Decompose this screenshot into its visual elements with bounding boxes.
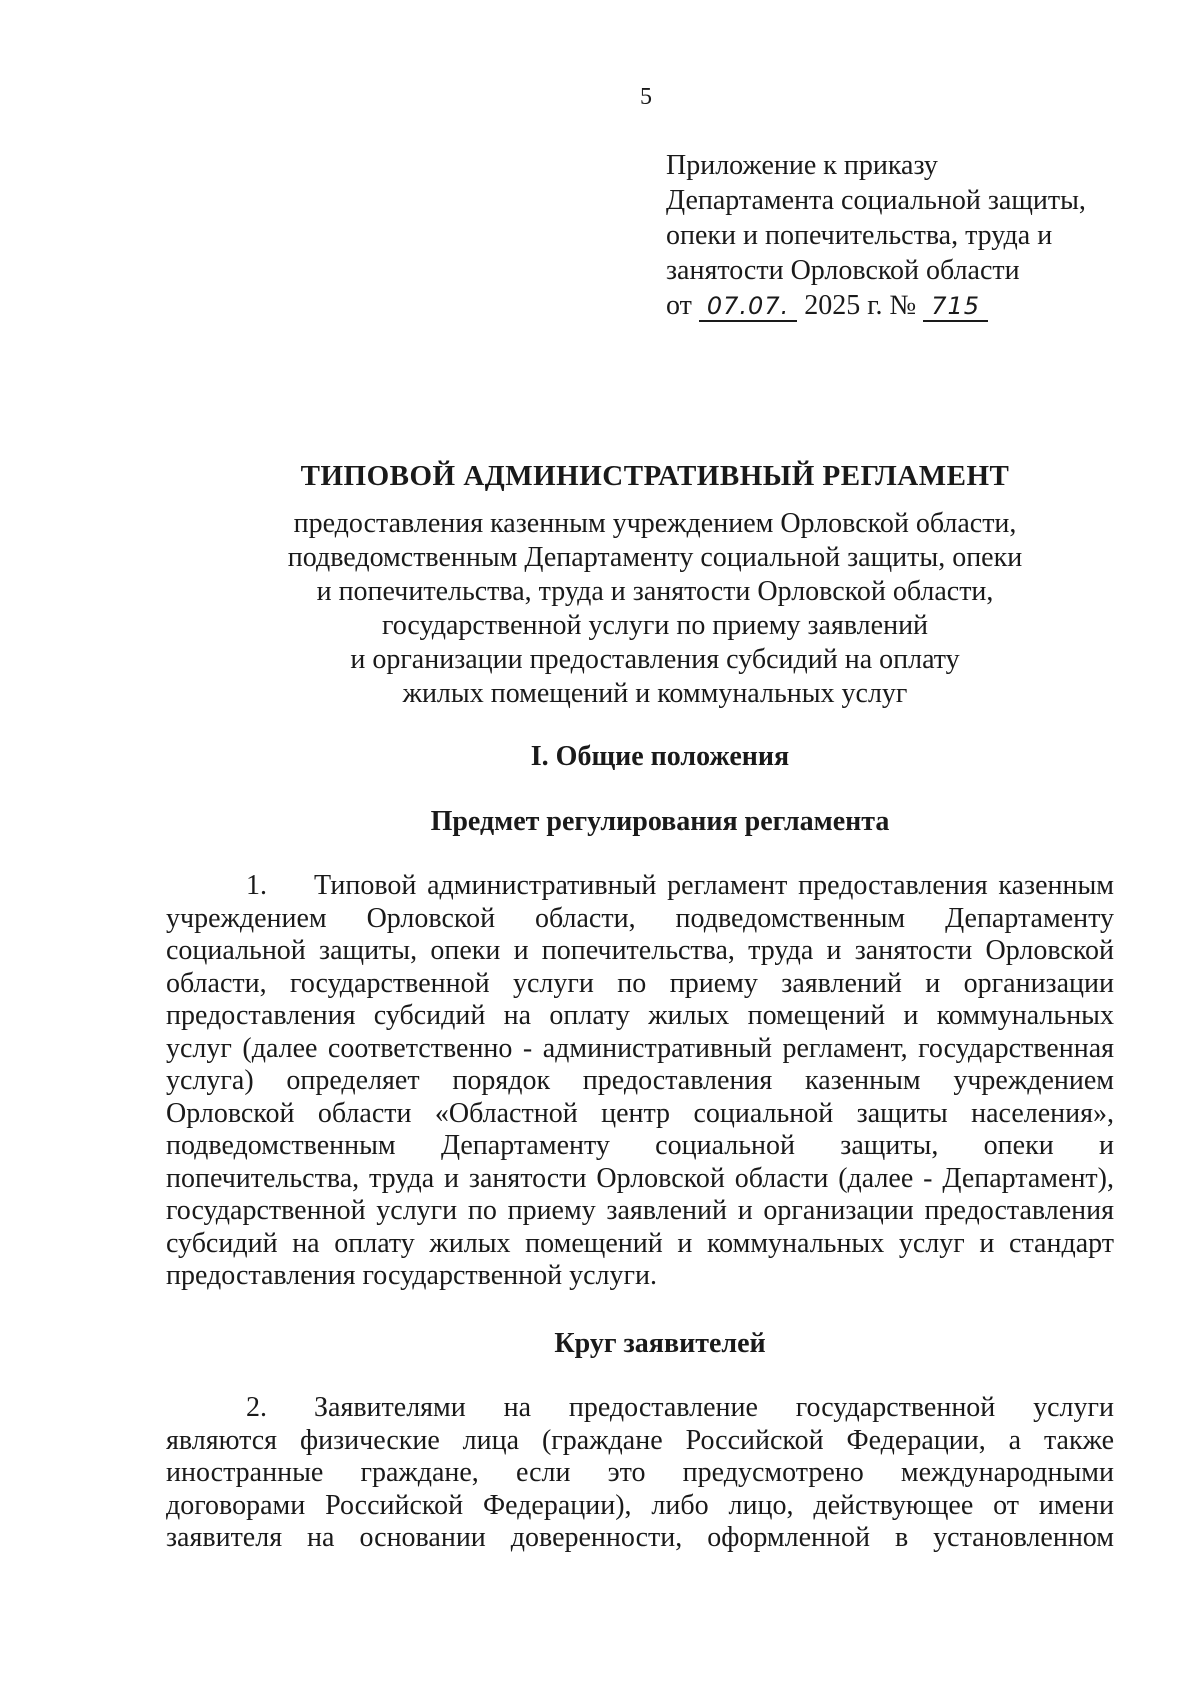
paragraph-line: предоставления субсидий на оплату жилых помещений и коммунальных xyxy=(166,1000,1114,1031)
subtitle-line: жилых помещений и коммунальных услуг xyxy=(402,678,908,709)
subsection-heading: Предмет регулирования регламента xyxy=(430,806,890,837)
order-year: 2025 г. № xyxy=(804,290,917,321)
paragraph-line: услуг (далее соответственно - административный регламент, государственная xyxy=(166,1032,1114,1064)
document-title-block xyxy=(160,460,1150,711)
paragraph-line: иностранные граждане, если это предусмотрено международными xyxy=(166,1457,1114,1488)
subtitle-line: государственной услуги по приему заявлений xyxy=(381,610,929,641)
paragraph-1 xyxy=(166,870,1114,1293)
handwritten-order-number: 715 xyxy=(923,292,988,322)
paragraph-line: подведомственным Департаменту социальной защиты, опеки и xyxy=(166,1130,1114,1161)
paragraph-line: попечительства, труда и занятости Орловской области (далее - Департамент), xyxy=(166,1162,1114,1194)
appendix-line: занятости Орловской области xyxy=(666,255,1020,286)
paragraph-line: учреждением Орловской области, подведомственным Департаменту xyxy=(166,902,1114,934)
paragraph-line: заявителя на основании доверенности, оформленной в установленном xyxy=(166,1522,1114,1553)
paragraph-line: Орловской области «Областной центр социальной защиты населения», xyxy=(166,1097,1114,1129)
paragraph-number: 2. xyxy=(246,1392,267,1423)
paragraph-line: 1. Типовой административный регламент предоставления казенным xyxy=(246,870,1114,901)
paragraph-number: 1. xyxy=(246,870,267,901)
paragraph-line: услуга) определяет порядок предоставления казенным учреждением xyxy=(166,1065,1114,1096)
page-number: 5 xyxy=(640,84,652,110)
section-heading: I. Общие положения xyxy=(530,741,790,772)
appendix-line: Приложение к приказу xyxy=(666,150,938,181)
paragraph-line: социальной защиты, опеки и попечительства, труда и занятости Орловской xyxy=(166,935,1114,966)
paragraph-2 xyxy=(166,1392,1114,1555)
document-title: ТИПОВОЙ АДМИНИСТРАТИВНЫЙ РЕГЛАМЕНТ xyxy=(300,460,1010,492)
paragraph-line: области, государственной услуги по приему заявлений и организации xyxy=(166,967,1114,999)
subtitle-line: и попечительства, труда и занятости Орловской области, xyxy=(316,576,994,607)
paragraph-line: 2. Заявителями на предоставление государственной услуги xyxy=(246,1392,1114,1423)
subsection-heading: Круг заявителей xyxy=(554,1328,766,1359)
paragraph-line: государственной услуги по приему заявлений и организации предоставления xyxy=(166,1195,1114,1226)
paragraph-line: предоставления государственной услуги. xyxy=(166,1260,657,1291)
appendix-line: опеки и попечительства, труда и xyxy=(666,220,1053,251)
appendix-date-line xyxy=(666,288,1086,323)
subtitle-line: предоставления казенным учреждением Орловской области, xyxy=(293,508,1017,539)
date-prefix: от xyxy=(666,290,692,321)
appendix-line: Департамента социальной защиты, xyxy=(666,185,1086,216)
paragraph-line: субсидий на оплату жилых помещений и коммунальных услуг и стандарт xyxy=(166,1227,1114,1259)
paragraph-line: договорами Российской Федерации), либо лицо, действующее от имени xyxy=(166,1489,1114,1521)
document-subtitle xyxy=(160,507,1150,711)
subtitle-line: и организации предоставления субсидий на оплату xyxy=(350,644,960,675)
subtitle-line: подведомственным Департаменту социальной защиты, опеки xyxy=(287,542,1023,573)
appendix-block xyxy=(666,148,1086,323)
paragraph-line: являются физические лица (граждане Российской Федерации, а также xyxy=(166,1424,1114,1456)
handwritten-date: 07.07. xyxy=(699,292,797,322)
